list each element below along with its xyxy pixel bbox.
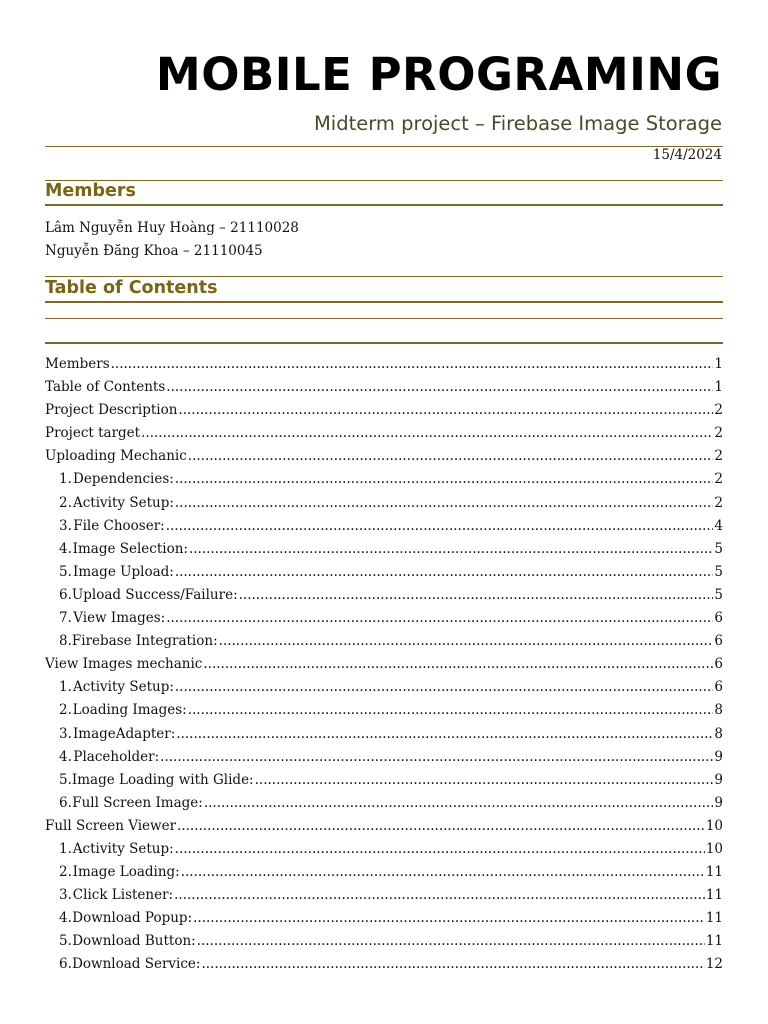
toc-entry-page: 1 (714, 379, 723, 396)
toc-dot-leader (201, 956, 704, 972)
toc-entry-page: 2 (714, 402, 723, 419)
toc-entry-page: 6 (714, 656, 723, 673)
toc-entry-page: 8 (714, 702, 723, 719)
title-divider (45, 146, 723, 147)
toc-entry[interactable] (45, 772, 723, 795)
toc-entry-label: Project target (45, 425, 141, 442)
toc-entry-label: Full Screen Viewer (45, 817, 177, 834)
toc-entry-page: 9 (714, 771, 723, 788)
toc-dot-leader (166, 379, 713, 395)
toc-entry-page: 12 (705, 956, 723, 973)
toc-entry-number: 5. (59, 563, 72, 580)
toc-entry-label: Dependencies: (73, 471, 174, 488)
toc-entry-label: Image Selection: (72, 540, 188, 557)
toc-entry[interactable] (45, 910, 723, 933)
toc-entry-page: 2 (714, 425, 723, 442)
toc-entry-label: Image Loading with Glide: (71, 771, 254, 788)
toc-entry-number: 4. (59, 748, 72, 765)
toc-entry-number: 7. (59, 610, 72, 627)
toc-entry-number: 1. (59, 471, 72, 488)
toc-entry-number: 3. (59, 887, 72, 904)
toc-dot-leader (166, 518, 714, 534)
toc-entry-page: 2 (714, 494, 723, 511)
toc-dot-leader (188, 448, 714, 464)
toc-dot-leader (193, 910, 705, 926)
toc-entry-label: Click Listener: (72, 887, 174, 904)
toc-dot-leader (255, 772, 714, 788)
toc-entry[interactable] (45, 679, 723, 702)
toc-heading: Table of Contents (45, 278, 218, 298)
toc-entry-label: Project Description (45, 402, 178, 419)
toc-entry-page: 9 (714, 794, 723, 811)
toc-entry[interactable] (45, 726, 723, 749)
toc-dot-leader (204, 795, 714, 811)
toc-entry-page: 10 (705, 840, 723, 857)
members-heading: Members (45, 181, 136, 201)
toc-entry-number: 2. (59, 494, 72, 511)
toc-entry-page: 11 (705, 910, 723, 927)
members-bottom-rule (45, 204, 723, 206)
toc-entry-label: Members (45, 356, 110, 372)
toc-dot-leader (189, 541, 713, 557)
toc-entry-label: Loading Images: (72, 702, 187, 719)
toc-entry[interactable] (45, 356, 723, 379)
toc-entry-label: Table of Contents (45, 379, 166, 396)
toc-entry[interactable] (45, 864, 723, 887)
toc-entry-number: 4. (59, 540, 72, 557)
toc-entry-number: 1. (59, 840, 72, 857)
toc-entry-page: 6 (714, 679, 723, 696)
toc-dot-leader (203, 656, 713, 672)
toc-entry-page: 11 (705, 887, 723, 904)
toc-entry[interactable] (45, 933, 723, 956)
toc-dot-leader (175, 471, 714, 487)
toc-dot-leader (166, 610, 713, 626)
toc-dot-leader (111, 356, 714, 372)
toc-entry-page: 11 (705, 864, 723, 881)
member-1: Lâm Nguyễn Huy Hoàng – 21110028 (45, 220, 299, 236)
toc-dot-leader (175, 564, 714, 580)
toc-entry[interactable] (45, 471, 723, 494)
toc-entry-number: 2. (59, 864, 72, 881)
toc-entry-label: File Chooser: (73, 517, 165, 534)
toc-entry-label: View Images: (73, 610, 166, 627)
toc-entry[interactable] (45, 702, 723, 725)
toc-entry[interactable] (45, 425, 723, 448)
toc-entry-page: 2 (714, 471, 723, 488)
toc-entry-page: 4 (714, 517, 723, 534)
toc-entry-number: 5. (59, 771, 72, 788)
toc-entry[interactable] (45, 610, 723, 633)
toc-entry-label: Upload Success/Failure: (71, 586, 238, 603)
toc-entry-label: Placeholder: (73, 748, 160, 765)
toc-entry[interactable] (45, 564, 723, 587)
toc-dot-leader (176, 726, 713, 742)
toc-dot-leader (174, 887, 705, 903)
toc-entry-page: 1 (714, 356, 723, 372)
toc-entry[interactable] (45, 633, 723, 656)
toc-dot-leader (178, 402, 713, 418)
toc-entry-label: Uploading Mechanic (45, 448, 187, 465)
toc-entry-label: Activity Setup: (73, 679, 174, 696)
member-2: Nguyễn Đăng Khoa – 21110045 (45, 243, 263, 259)
members-top-rule (45, 180, 723, 181)
toc-entry-number: 3. (59, 517, 72, 534)
toc-dot-leader (177, 818, 705, 834)
toc-list-rule (45, 342, 723, 344)
toc-entry-label: Activity Setup: (73, 494, 174, 511)
toc-entry[interactable] (45, 818, 723, 841)
toc-entry[interactable] (45, 956, 723, 979)
toc-entry-page: 10 (705, 817, 723, 834)
toc-entry-label: Firebase Integration: (71, 633, 218, 650)
toc-entry-number: 6. (59, 586, 72, 603)
toc-entry-label: Activity Setup: (72, 840, 174, 857)
toc-entry[interactable] (45, 841, 723, 864)
toc-dot-leader (160, 749, 713, 765)
toc-entry[interactable] (45, 587, 723, 610)
toc-top-rule (45, 276, 723, 277)
toc-entry[interactable] (45, 402, 723, 425)
toc-dot-leader (197, 933, 705, 949)
toc-dot-leader (181, 864, 705, 880)
toc-entry-number: 6. (59, 794, 72, 811)
toc-entry-page: 9 (714, 748, 723, 765)
document-title: MOBILE PROGRAMING (155, 48, 722, 101)
toc-dot-leader (175, 495, 714, 511)
toc-entry-page: 5 (714, 563, 723, 580)
document-subtitle: Midterm project – Firebase Image Storage (313, 112, 722, 135)
toc-entry-number: 8. (59, 633, 72, 650)
toc-entry-page: 2 (714, 448, 723, 465)
toc-dot-leader (175, 841, 705, 857)
toc-entry-label: Download Popup: (72, 910, 193, 927)
toc-list (45, 356, 723, 980)
toc-entry[interactable] (45, 656, 723, 679)
toc-entry-number: 2. (59, 702, 72, 719)
toc-entry[interactable] (45, 749, 723, 772)
toc-entry-number: 4. (59, 910, 72, 927)
toc-entry[interactable] (45, 495, 723, 518)
toc-entry-label: View Images mechanic (45, 656, 203, 673)
toc-entry-number: 6. (59, 956, 72, 973)
toc-dot-leader (141, 425, 713, 441)
toc-entry-label: Full Screen Image: (72, 794, 203, 811)
toc-entry-page: 5 (714, 586, 723, 603)
document-date: 15/4/2024 (652, 147, 722, 163)
toc-entry-page: 8 (714, 725, 723, 742)
toc-dot-leader (188, 702, 714, 718)
toc-entry[interactable] (45, 795, 723, 818)
toc-entry-label: Download Button: (72, 933, 196, 950)
toc-entry-number: 5. (59, 933, 72, 950)
toc-dot-leader (219, 633, 714, 649)
toc-dot-leader (239, 587, 714, 603)
toc-entry-label: Image Upload: (73, 563, 174, 580)
toc-entry-page: 6 (714, 610, 723, 627)
toc-entry[interactable] (45, 887, 723, 910)
toc-entry[interactable] (45, 448, 723, 471)
toc-entry-label: ImageAdapter: (72, 725, 176, 742)
toc-entry-number: 3. (59, 725, 72, 742)
toc-entry-number: 1. (59, 679, 72, 696)
toc-bottom-rule (45, 301, 723, 303)
toc-entry[interactable] (45, 518, 723, 541)
toc-separator-rule (45, 318, 723, 319)
toc-entry-label: Download Service: (72, 956, 201, 973)
toc-entry[interactable] (45, 379, 723, 402)
toc-entry-page: 11 (705, 933, 723, 950)
toc-entry[interactable] (45, 541, 723, 564)
toc-entry-label: Image Loading: (72, 864, 180, 881)
toc-entry-page: 5 (714, 540, 723, 557)
toc-entry-page: 6 (714, 633, 723, 650)
toc-dot-leader (175, 679, 714, 695)
